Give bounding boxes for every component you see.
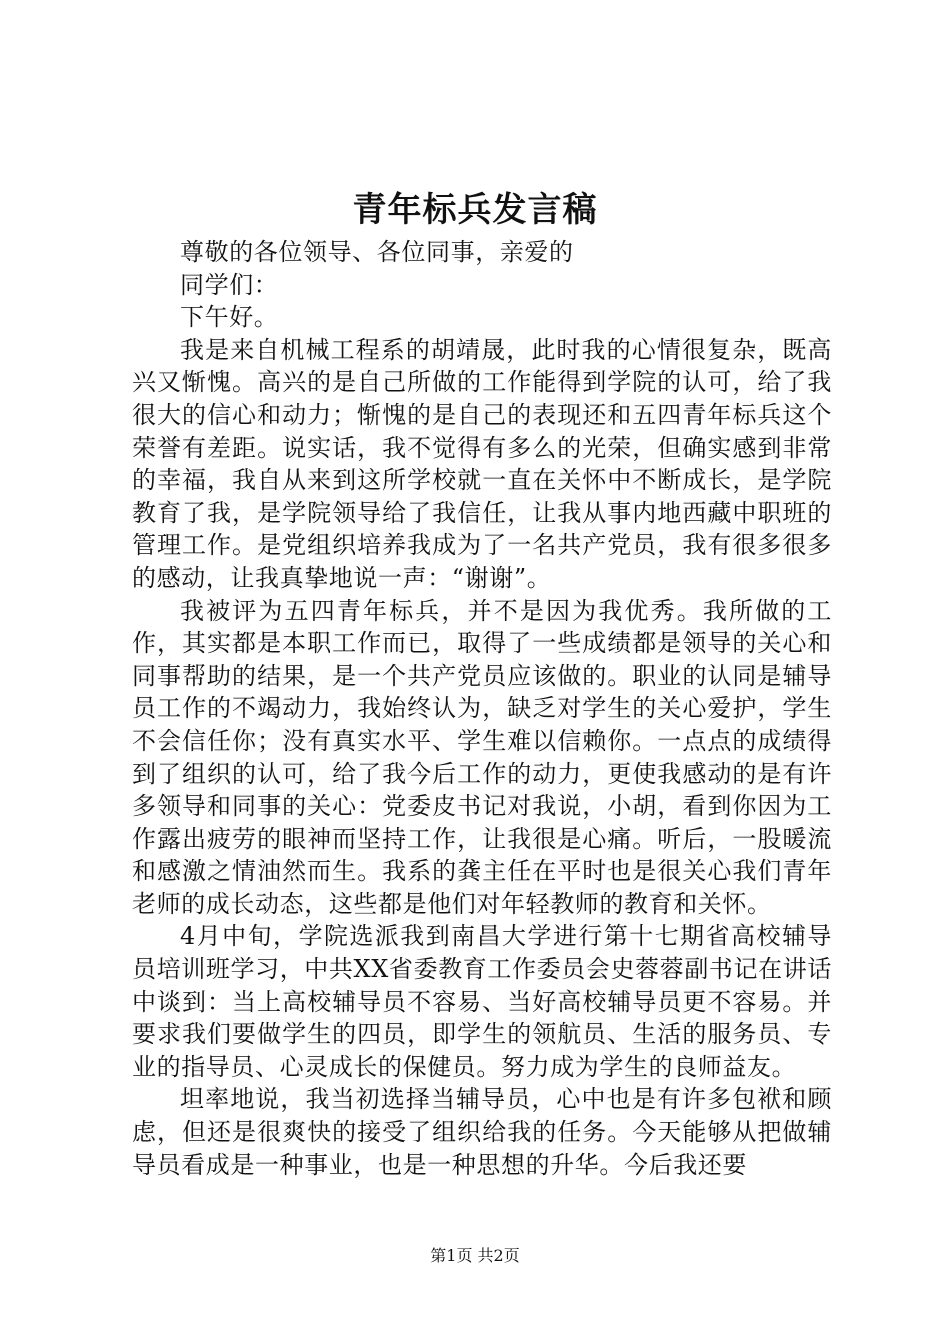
paragraph: 我被评为五四青年标兵，并不是因为我优秀。我所做的工作，其实都是本职工作而已，取得了一些成绩都是领导的关心和同事帮助的结果，是一个共产党员应该做的。职业的认同是辅导员工作的不竭动力，我始终认为，缺乏对学生的关心爱护，学生不会信任你；没有真实水平、学生难以信赖你。一点点的成绩得到了组织的认可，给了我今后工作的动力，更使我感动的是有许多领导和同事的关心：党委皮书记对我说，小胡，看到你因为工作露出疲劳的眼神而坚持工作，让我很是心痛。听后，一股暖流和感激之情油然而生。我系的龚主任在平时也是很关心我们青年老师的成长动态，这些都是他们对年轻教师的教育和关怀。: [132, 596, 832, 918]
document-title: 青年标兵发言稿: [352, 190, 598, 230]
document-body: [132, 236, 832, 1181]
salutation-line-1: 尊敬的各位领导、各位同事，亲爱的: [180, 238, 574, 266]
greeting: 下午好。: [180, 303, 279, 332]
paragraph: 坦率地说，我当初选择当辅导员，心中也是有许多包袱和顾虑，但还是很爽快的接受了组织给我的任务。今天能够从把做辅导员看成是一种事业，也是一种思想的升华。今后我还要: [132, 1085, 832, 1179]
paragraph: 我是来自机械工程系的胡靖晟，此时我的心情很复杂，既高兴又惭愧。高兴的是自己所做的工作能得到学院的认可，给了我很大的信心和动力；惭愧的是自己的表现还和五四青年标兵这个荣誉有差距。说实话，我不觉得有多么的光荣，但确实感到非常的幸福，我自从来到这所学校就一直在关怀中不断成长，是学院教育了我，是学院领导给了我信任，让我从事内地西藏中职班的管理工作。是党组织培养我成为了一名共产党员，我有很多很多的感动，让我真挚地说一声：“谢谢”。: [132, 335, 832, 592]
salutation-line-2: 同学们：: [180, 270, 279, 299]
page-footer: 第1页 共2页: [430, 1246, 520, 1265]
paragraph: 4月中旬，学院选派我到南昌大学进行第十七期省高校辅导员培训班学习，中共XX省委教育工作委员会史蓉蓉副书记在讲话中谈到：当上高校辅导员不容易、当好高校辅导员更不容易。并要求我们要做学生的四员，即学生的领航员、生活的服务员、专业的指导员、心灵成长的保健员。努力成为学生的良师益友。: [132, 922, 832, 1081]
